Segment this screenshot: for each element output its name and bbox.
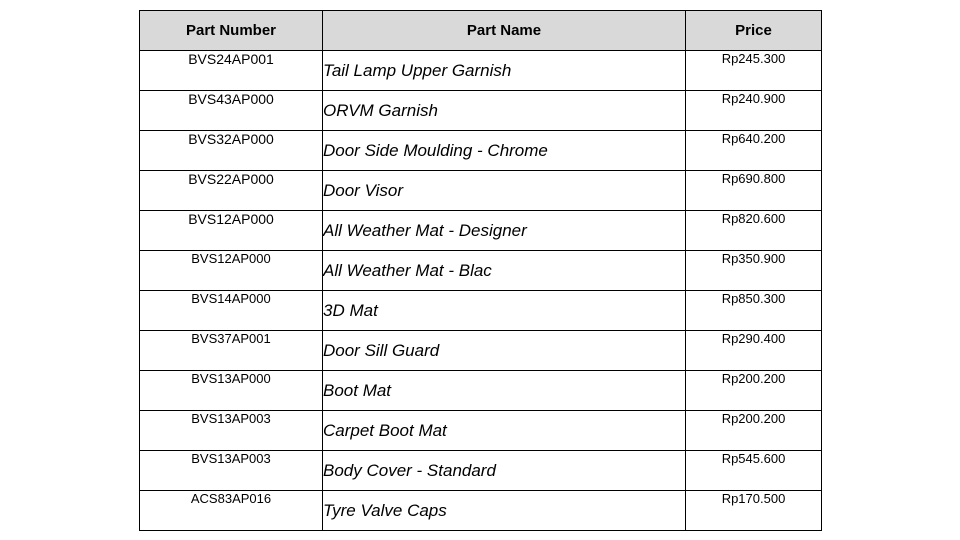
price-cell: Rp545.600 <box>686 451 822 491</box>
part-number-cell: BVS24AP001 <box>140 51 323 91</box>
part-name-cell: All Weather Mat - Blac <box>323 251 686 291</box>
part-name-cell: 3D Mat <box>323 291 686 331</box>
part-name-cell: Body Cover - Standard <box>323 451 686 491</box>
part-name-cell: All Weather Mat - Designer <box>323 211 686 251</box>
table-row <box>140 451 822 491</box>
part-number-cell: BVS12AP000 <box>140 251 323 291</box>
price-cell: Rp170.500 <box>686 491 822 531</box>
part-number-cell: BVS13AP000 <box>140 371 323 411</box>
part-number-cell: BVS13AP003 <box>140 451 323 491</box>
table-row <box>140 411 822 451</box>
header-row <box>140 11 822 51</box>
part-name-cell: Boot Mat <box>323 371 686 411</box>
table-row <box>140 171 822 211</box>
price-cell: Rp200.200 <box>686 411 822 451</box>
part-name-cell: Door Side Moulding - Chrome <box>323 131 686 171</box>
table-row <box>140 331 822 371</box>
price-cell: Rp690.800 <box>686 171 822 211</box>
table-body <box>140 51 822 531</box>
part-number-cell: BVS43AP000 <box>140 91 323 131</box>
header-price: Price <box>686 11 822 51</box>
part-name-cell: Tyre Valve Caps <box>323 491 686 531</box>
table-row <box>140 491 822 531</box>
table-row <box>140 131 822 171</box>
part-number-cell: BVS14AP000 <box>140 291 323 331</box>
header-part-name: Part Name <box>323 11 686 51</box>
part-number-cell: BVS32AP000 <box>140 131 323 171</box>
table-row <box>140 51 822 91</box>
part-name-cell: Door Visor <box>323 171 686 211</box>
part-number-cell: BVS12AP000 <box>140 211 323 251</box>
price-cell: Rp245.300 <box>686 51 822 91</box>
table-row <box>140 91 822 131</box>
table-row <box>140 371 822 411</box>
header-part-number: Part Number <box>140 11 323 51</box>
part-name-cell: ORVM Garnish <box>323 91 686 131</box>
price-cell: Rp820.600 <box>686 211 822 251</box>
parts-price-table <box>139 10 822 531</box>
price-cell: Rp640.200 <box>686 131 822 171</box>
table-row <box>140 211 822 251</box>
part-number-cell: BVS37AP001 <box>140 331 323 371</box>
price-cell: Rp240.900 <box>686 91 822 131</box>
part-number-cell: ACS83AP016 <box>140 491 323 531</box>
part-name-cell: Tail Lamp Upper Garnish <box>323 51 686 91</box>
price-cell: Rp350.900 <box>686 251 822 291</box>
table-row <box>140 251 822 291</box>
price-cell: Rp200.200 <box>686 371 822 411</box>
part-number-cell: BVS22AP000 <box>140 171 323 211</box>
price-cell: Rp850.300 <box>686 291 822 331</box>
part-name-cell: Carpet Boot Mat <box>323 411 686 451</box>
part-number-cell: BVS13AP003 <box>140 411 323 451</box>
part-name-cell: Door Sill Guard <box>323 331 686 371</box>
table-row <box>140 291 822 331</box>
price-cell: Rp290.400 <box>686 331 822 371</box>
table-header <box>140 11 822 51</box>
